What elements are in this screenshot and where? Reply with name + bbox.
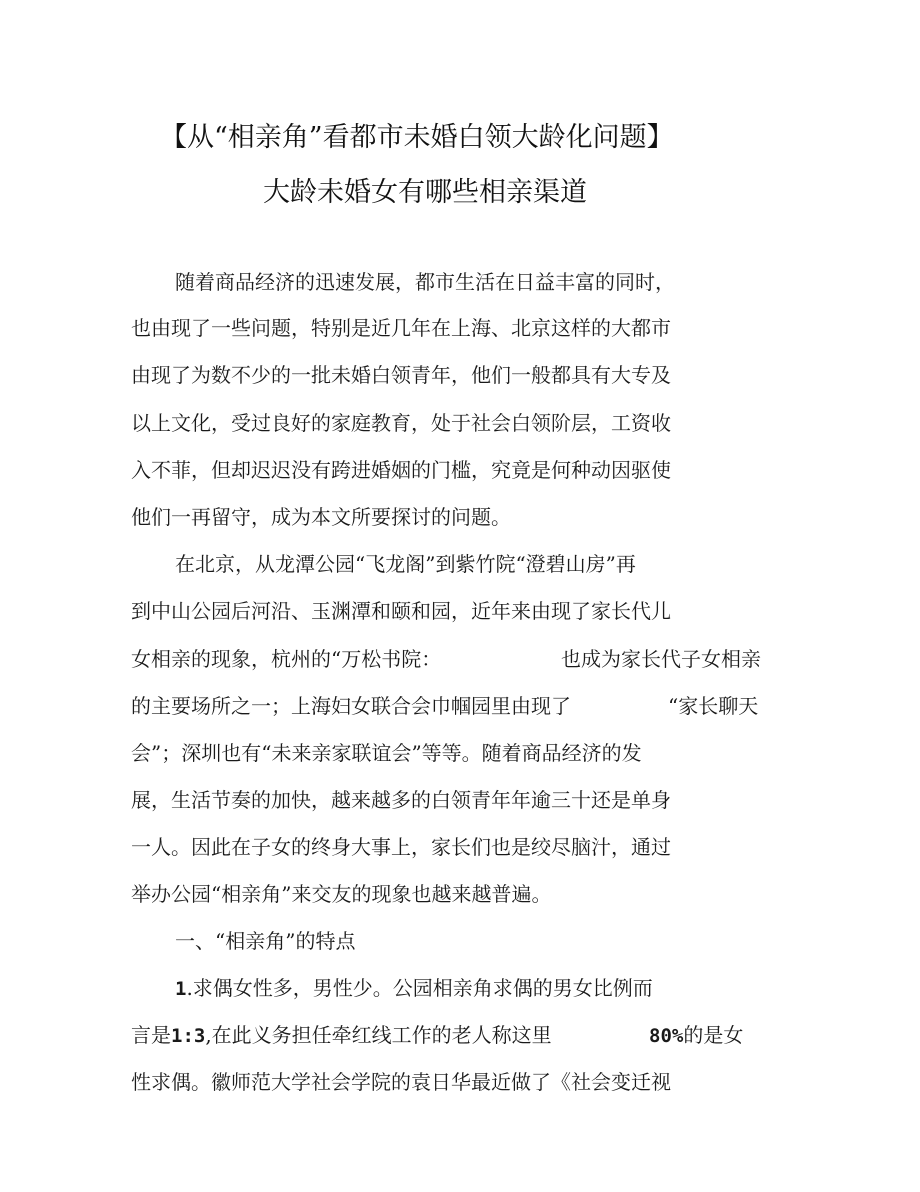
document-title-line-2: 大龄未婚女有哪些相亲渠道 [263, 177, 587, 208]
paragraph-2-line-1: 在北京，从龙潭公园“飞龙阁”到紫竹院“澄碧山房”再 [175, 552, 636, 576]
paragraph-2-line-4-part-b: “家长聊天 [668, 694, 759, 718]
paragraph-2-line-3-part-a: 女相亲的现象，杭州的“万松书院： [131, 647, 442, 671]
paragraph-1-line-1: 随着商品经济的迅速发展，都市生活在日益丰富的同时， [175, 270, 675, 294]
paragraph-3-line-2-prefix: 言是 [131, 1023, 171, 1047]
list-number: 1 [175, 978, 187, 1000]
paragraph-2-line-3-part-b: 也成为家长代子女相亲 [561, 647, 761, 671]
paragraph-3-line-2-middle: ,在此义务担任牵红线工作的老人称这里 [205, 1023, 552, 1047]
paragraph-1-line-5: 入不菲，但却迟迟没有跨进婚姻的门槛，究竟是何种动因驱使 [131, 458, 671, 482]
paragraph-2-line-2: 到中山公园后河沿、玉渊潭和颐和园，近年来由现了家长代儿 [131, 599, 671, 623]
paragraph-1-line-3: 由现了为数不少的一批未婚白领青年，他们一般都具有大专及 [131, 363, 671, 387]
paragraph-2-line-4-part-a: 的主要场所之一；上海妇女联合会巾帼园里由现了 [131, 694, 571, 718]
paragraph-1-line-6: 他们一再留守，成为本文所要探讨的问题。 [131, 505, 511, 529]
paragraph-2-line-7: 一人。因此在子女的终身大事上，家长们也是绞尽脑汁，通过 [131, 835, 671, 859]
paragraph-1-line-4: 以上文化，受过良好的家庭教育，处于社会白领阶层，工资收 [131, 411, 671, 435]
paragraph-2-line-6: 展，生活节奏的加快，越来越多的白领青年年逾三十还是单身 [131, 788, 671, 812]
paragraph-3-line-2-part-a [131, 1022, 552, 1049]
paragraph-3-line-1-text: .求偶女性多，男性少。公园相亲角求偶的男女比例而 [186, 976, 653, 1000]
percent-value: 80% [649, 1025, 684, 1047]
paragraph-3-line-2-suffix: 的是女 [683, 1023, 744, 1047]
paragraph-2-line-5: 会”；深圳也有“未来亲家联谊会”等等。随着商品经济的发 [131, 741, 642, 765]
paragraph-3-line-3: 性求偶。徽师范大学社会学院的袁日华最近做了《社会变迁视 [131, 1070, 671, 1094]
paragraph-2-line-8: 举办公园“相亲角”来交友的现象也越来越普遍。 [131, 882, 552, 906]
paragraph-3-line-1 [175, 975, 653, 1002]
paragraph-1-line-2: 也由现了一些问题，特别是近几年在上海、北京这样的大都市 [131, 316, 671, 340]
document-title-line-1: 【从“相亲角”看都市未婚白领大龄化问题】 [160, 122, 674, 153]
paragraph-3-line-2-part-b [649, 1022, 743, 1049]
section-heading-1: 一、“相亲角”的特点 [175, 929, 356, 953]
ratio-value: 1:3 [171, 1025, 206, 1047]
